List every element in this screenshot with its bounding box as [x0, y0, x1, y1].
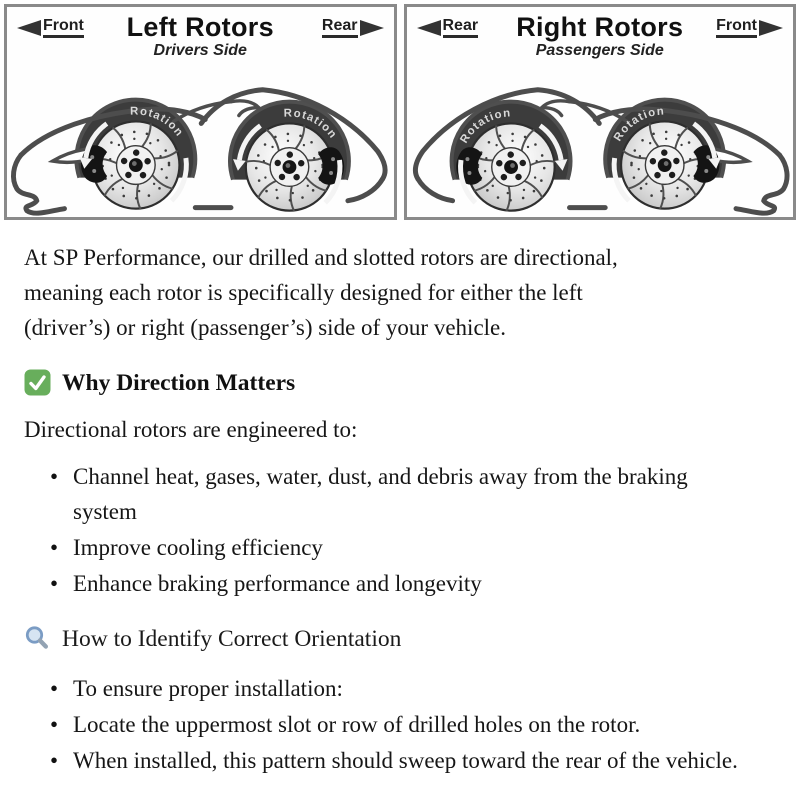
orientation-steps-list — [50, 671, 772, 778]
rear-direction-indicator — [322, 18, 384, 38]
front-label: Front — [716, 18, 757, 38]
panel-subtitle: Passengers Side — [535, 42, 664, 59]
front-label: Front — [43, 18, 84, 38]
section-title: Why Direction Matters — [62, 369, 296, 396]
magnifying-glass-icon — [24, 625, 51, 652]
list-item: • Enhance braking performance and longevity — [50, 566, 713, 601]
right-car-illustration — [407, 60, 794, 217]
list-item: • To ensure proper installation: — [50, 671, 772, 706]
section-heading-identify-orientation — [24, 625, 772, 653]
arrow-left-icon — [417, 20, 441, 36]
intro-line: At SP Performance, our drilled and slotted rotors are directional, — [24, 244, 618, 270]
rear-label: Rear — [322, 18, 358, 38]
right-panel-titles — [516, 14, 683, 60]
left-car-illustration — [7, 60, 394, 217]
panel-subtitle: Drivers Side — [153, 42, 247, 59]
panel-title: Right Rotors — [516, 12, 684, 42]
list-item: • Improve cooling efficiency — [50, 530, 713, 565]
check-mark-icon — [24, 369, 51, 396]
front-direction-indicator — [716, 18, 783, 38]
rear-direction-indicator — [417, 18, 517, 38]
left-rotors-panel — [4, 4, 397, 220]
intro-line: meaning each rotor is specifically designed for either the left — [24, 279, 583, 305]
rear-label: Rear — [443, 18, 479, 38]
intro-paragraph — [24, 240, 772, 345]
list-item: • Locate the uppermost slot or row of drilled holes on the rotor. — [50, 707, 772, 742]
panel-title: Left Rotors — [126, 12, 274, 42]
front-direction-indicator — [17, 18, 127, 38]
right-rotors-panel — [404, 4, 797, 220]
arrow-right-icon — [360, 20, 384, 36]
benefits-list — [50, 459, 772, 601]
section-heading-why-direction-matters — [24, 369, 772, 397]
left-panel-titles — [127, 14, 274, 60]
list-item: • When installed, this pattern should sweep toward the rear of the vehicle. — [50, 743, 772, 778]
arrow-right-icon — [759, 20, 783, 36]
section-title: How to Identify Correct Orientation — [62, 625, 402, 652]
list-item: • Channel heat, gases, water, dust, and debris away from the braking system — [50, 459, 713, 529]
right-panel-header — [407, 7, 794, 60]
arrow-left-icon — [17, 20, 41, 36]
section-lead: Directional rotors are engineered to: — [24, 416, 358, 442]
intro-line: (driver’s) or right (passenger’s) side of your vehicle. — [24, 314, 507, 340]
article-body — [0, 220, 800, 802]
left-panel-header — [7, 7, 394, 60]
rotor-direction-diagram — [0, 0, 800, 220]
